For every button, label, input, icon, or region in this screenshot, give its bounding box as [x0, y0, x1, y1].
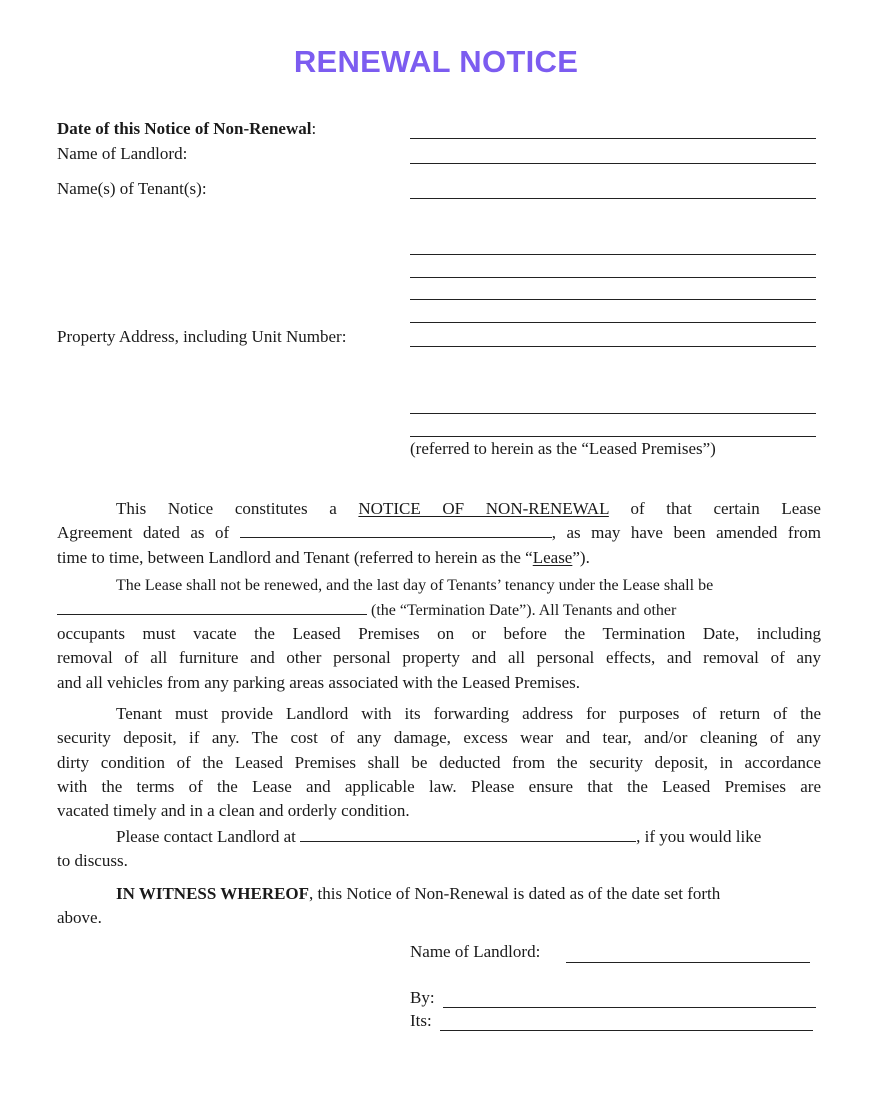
- tenants-fill-line[interactable]: [410, 299, 816, 300]
- property-fill-line[interactable]: [410, 436, 816, 437]
- page-title: RENEWAL NOTICE: [293, 44, 579, 79]
- paragraph-termination: occupants must vacate the Leased Premises on or before the Termination Date, including removal of all furniture and other personal property and all personal effects, and removal of any and all vehicles from any parking areas associated with the Leased Premises.: [57, 624, 821, 692]
- tenants-fill-line[interactable]: [410, 277, 816, 278]
- landlord-fill-line[interactable]: [410, 163, 816, 164]
- leased-premises-note: (referred to herein as the “Leased Premises”): [410, 439, 716, 458]
- contact-blank[interactable]: [300, 827, 636, 842]
- signature-landlord-label: Name of Landlord:: [410, 942, 541, 961]
- signature-its-label: Its:: [410, 1011, 432, 1030]
- witness-line2: above.: [57, 908, 102, 927]
- contact-line2: to discuss.: [57, 851, 128, 870]
- signature-landlord-line[interactable]: [566, 962, 810, 963]
- witness-line: IN WITNESS WHEREOF, this Notice of Non-Renewal is dated as of the date set forth: [116, 884, 721, 903]
- tenants-field-label: Name(s) of Tenant(s):: [57, 179, 207, 198]
- tenants-fill-line[interactable]: [410, 322, 816, 323]
- property-fill-line[interactable]: [410, 346, 816, 347]
- contact-line: Please contact Landlord at , if you would like: [116, 827, 762, 846]
- signature-by-label: By:: [410, 988, 435, 1007]
- landlord-field-label: Name of Landlord:: [57, 144, 188, 163]
- termination-date-blank[interactable]: [57, 600, 367, 615]
- witness-whereof: IN WITNESS WHEREOF: [116, 884, 310, 903]
- signature-its-line[interactable]: [440, 1030, 813, 1031]
- signature-by-line[interactable]: [443, 1007, 816, 1008]
- property-field-label: Property Address, including Unit Number:: [57, 327, 347, 346]
- lease-date-blank[interactable]: [240, 523, 552, 538]
- notice-of-non-renewal-term: NOTICE OF NON-RENEWAL: [358, 499, 609, 518]
- date-field-label: Date of this Notice of Non-Renewal:: [57, 119, 317, 138]
- property-fill-line[interactable]: [410, 413, 816, 414]
- paragraph-deposit: Tenant must provide Landlord with its forwarding address for purposes of return of the security deposit, if any. The cost of any damage, excess wear and tear, and/or cleaning of any dirty condition of the Leased Premises shall be deducted from the security deposit, in accordance with the terms of the Lease and applicable law. Please ensure that the Leased Premises are vacated timely and in a clean and orderly condition.: [57, 704, 821, 821]
- termination-line2: (the “Termination Date”). All Tenants and other: [57, 600, 676, 620]
- termination-line1: The Lease shall not be renewed, and the last day of Tenants’ tenancy under the Lease shall be: [116, 577, 714, 594]
- tenants-fill-line[interactable]: [410, 254, 816, 255]
- paragraph-notice: This Notice constitutes a NOTICE OF NON-RENEWAL of that certain Lease Agreement dated as of , as may have been amended from time to time, between Landlord and Tenant (referred to herein as the “Lease”).: [57, 499, 821, 567]
- date-fill-line[interactable]: [410, 138, 816, 139]
- tenants-fill-line[interactable]: [410, 198, 816, 199]
- lease-term: Lease: [532, 547, 573, 567]
